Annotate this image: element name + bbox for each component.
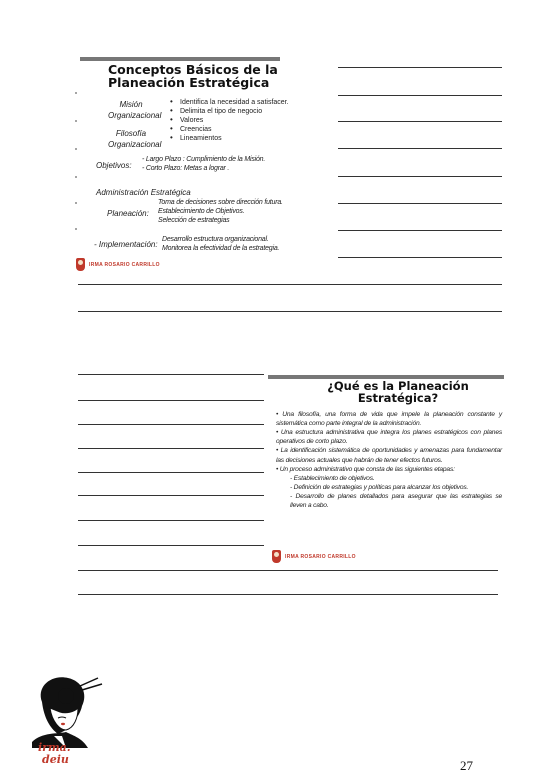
note-line bbox=[338, 67, 502, 68]
author-logo-icon bbox=[76, 258, 85, 271]
note-line bbox=[338, 95, 502, 96]
logo-text: IRMA ROSARIO CARRILLO bbox=[285, 553, 356, 560]
note-line bbox=[78, 495, 264, 496]
brand-name bbox=[38, 742, 71, 765]
note-line bbox=[338, 203, 502, 204]
brand-illustration bbox=[22, 672, 106, 772]
margin-dot bbox=[75, 120, 77, 122]
note-line bbox=[78, 448, 264, 449]
note-line bbox=[78, 374, 264, 375]
slide-1-logo bbox=[76, 258, 160, 271]
margin-dot bbox=[75, 202, 77, 204]
objetivo-item: - Largo Plazo : Cumplimiento de la Misión. bbox=[142, 156, 266, 163]
bullet-item: • Valores bbox=[170, 116, 310, 125]
planeacion-item: Establecimiento de Objetivos. bbox=[158, 207, 245, 215]
note-line bbox=[338, 148, 502, 149]
note-line bbox=[338, 176, 502, 177]
slide-2-title bbox=[298, 380, 498, 404]
bullet-item: • Delimita el tipo de negocio bbox=[170, 107, 310, 116]
note-line bbox=[78, 424, 264, 425]
note-line bbox=[78, 311, 502, 312]
slide-2-title-line1: ¿Qué es la Planeación bbox=[327, 379, 469, 393]
planeacion-item: Toma de decisiones sobre dirección futura. bbox=[158, 199, 283, 206]
mision-label: Misión Organizacional bbox=[108, 100, 162, 121]
brand-line-1: irma. bbox=[38, 741, 71, 754]
implementacion-label: - Implementación: bbox=[94, 240, 158, 249]
planeacion-item: Selección de estrategias bbox=[158, 216, 230, 224]
note-line bbox=[78, 545, 264, 546]
slide-1-title bbox=[108, 63, 278, 89]
objetivos-list bbox=[142, 156, 317, 174]
author-logo-icon bbox=[272, 550, 281, 563]
planeacion-label: Planeación: bbox=[107, 209, 149, 218]
note-line bbox=[338, 230, 502, 231]
slide-2-logo bbox=[272, 550, 356, 563]
definition-item: • Una filosofía, una forma de vida que impele la planeación constante y sistemática como parte integral de la administración. bbox=[276, 411, 502, 428]
note-line bbox=[78, 594, 498, 595]
objetivo-item: - Corto Plazo: Metas a lograr . bbox=[142, 164, 230, 172]
bullet-item: • Identifica la necesidad a satisfacer. bbox=[170, 98, 310, 107]
definition-item: • Un proceso administrativo que consta de las siguientes etapas: bbox=[276, 465, 455, 473]
note-line bbox=[78, 570, 498, 571]
bullet-item: • Lineamientos bbox=[170, 134, 310, 143]
definition-item: • La identificación sistemática de oportunidades y amenazas para fundamentar las decisiones actuales que habrán de tener efectos futuros. bbox=[276, 447, 502, 464]
implementacion-item: Monitorea la efectividad de la estrategia. bbox=[162, 244, 280, 252]
slide-2 bbox=[268, 374, 504, 570]
admin-label: Administración Estratégica bbox=[96, 188, 191, 197]
margin-dot bbox=[75, 92, 77, 94]
slide-1-title-line1: Conceptos Básicos de la bbox=[108, 62, 278, 77]
slide-1 bbox=[70, 56, 320, 276]
slide-2-body bbox=[276, 410, 502, 510]
definition-item: • Una estructura administrativa que integra los planes estratégicos con planes operativos de corto plazo. bbox=[276, 429, 502, 446]
note-line bbox=[338, 121, 502, 122]
margin-dot bbox=[75, 228, 77, 230]
bullet-item: • Creencias bbox=[170, 125, 310, 134]
stage-item: - Establecimiento de objetivos. bbox=[290, 474, 375, 482]
implementacion-item: Desarrollo estructura organizacional. bbox=[162, 236, 269, 243]
logo-text: IRMA ROSARIO CARRILLO bbox=[89, 261, 160, 268]
slide-1-title-line2: Planeación Estratégica bbox=[108, 75, 270, 91]
brand-line-2: deiu bbox=[42, 752, 69, 766]
stage-item: - Definición de estrategias y políticas para alcanzar los objetivos. bbox=[290, 483, 469, 491]
implementacion-list bbox=[162, 236, 318, 254]
slide-2-title-line2: Estratégica? bbox=[357, 391, 439, 406]
objetivos-label: Objetivos: bbox=[96, 161, 132, 170]
note-line bbox=[338, 257, 502, 258]
note-line bbox=[78, 400, 264, 401]
slide-1-top-bar bbox=[80, 57, 280, 61]
stage-item: - Desarrollo de planes detallados para asegurar que las estrategias se lleven a cabo. bbox=[290, 492, 502, 510]
margin-dot bbox=[75, 176, 77, 178]
note-line bbox=[78, 472, 264, 473]
mision-bullets bbox=[170, 98, 310, 143]
page-number: 27 bbox=[460, 758, 473, 773]
note-line bbox=[78, 284, 502, 285]
geisha-illustration-icon bbox=[22, 672, 106, 750]
note-line bbox=[78, 520, 264, 521]
margin-dot bbox=[75, 148, 77, 150]
filosofia-label: Filosofía Organizacional bbox=[108, 129, 162, 150]
planeacion-list bbox=[158, 199, 318, 225]
